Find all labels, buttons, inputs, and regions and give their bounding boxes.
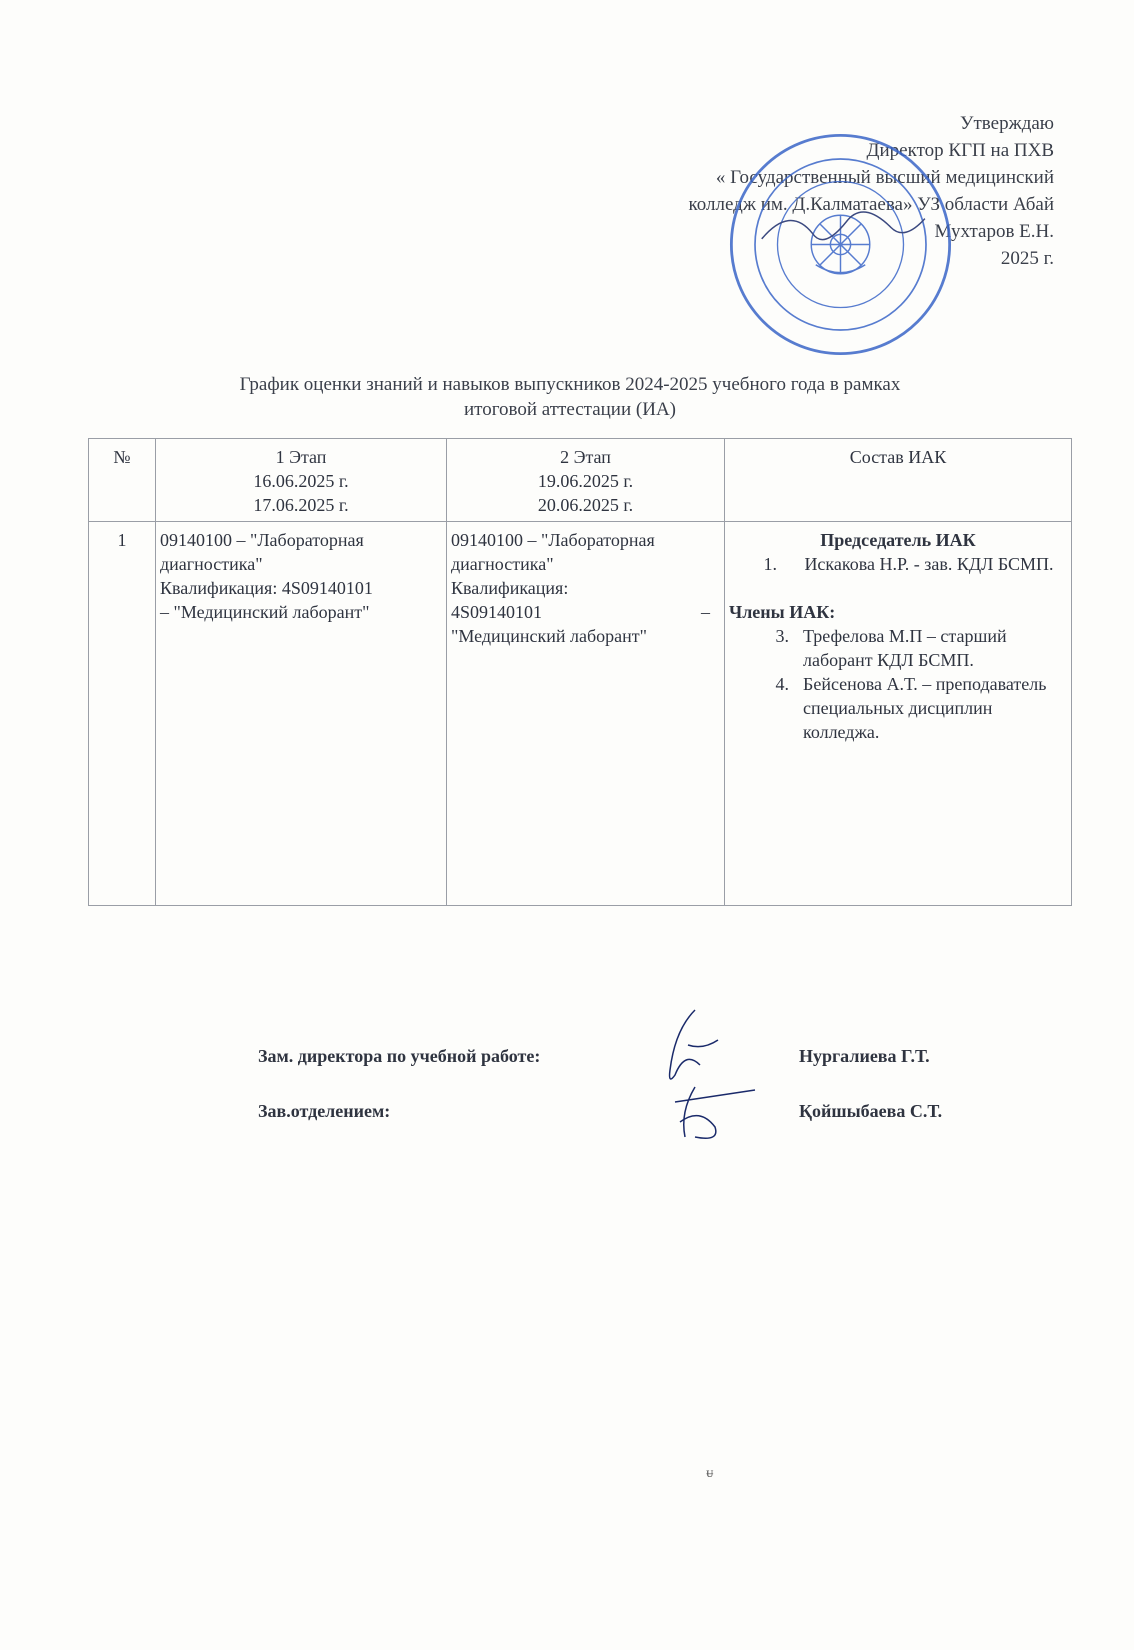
- title-line: График оценки знаний и навыков выпускников 2024-2025 учебного года в рамках: [239, 374, 901, 395]
- approval-line: Директор КГП на ПХВ: [866, 140, 1054, 161]
- chair-title: Председатель ИАК: [820, 530, 976, 550]
- header-commission: Состав ИАК: [725, 439, 1072, 522]
- cell-line: 09140100 – "Лабораторная: [451, 530, 655, 550]
- stage1-date: 17.06.2025 г.: [253, 495, 349, 515]
- footer-mark: ᵾ: [706, 1466, 714, 1481]
- member-item: [729, 624, 1067, 672]
- cell-line: диагностика": [451, 554, 554, 574]
- chair-item: [729, 552, 1067, 576]
- cell-line: – "Медицинский лаборант": [160, 602, 370, 622]
- member-num: 3.: [775, 626, 789, 646]
- cell-line: Квалификация: 4S09140101: [160, 578, 373, 598]
- cell-line: [451, 600, 720, 624]
- stage2-date: 19.06.2025 г.: [537, 471, 634, 491]
- stage1-date: 16.06.2025 г.: [253, 471, 349, 491]
- cell-line: "Медицинский лаборант": [451, 626, 648, 646]
- row-commission: [725, 522, 1072, 906]
- header-stage2: [447, 439, 725, 522]
- title-line: итоговой аттестации (ИА): [463, 399, 676, 420]
- head-name: Қойшыбаева С.Т.: [799, 1101, 943, 1121]
- stage2-label: 2 Этап: [560, 447, 611, 467]
- stage1-label: 1 Этап: [275, 447, 327, 467]
- deputy-title: Зам. директора по учебной работе:: [258, 1046, 541, 1066]
- cell-line: Квалификация:: [451, 578, 569, 598]
- members-title: Члены ИАК:: [729, 602, 836, 622]
- head-title: Зав.отделением:: [258, 1101, 391, 1121]
- member-item: [729, 672, 1067, 744]
- approval-line: Мухтаров Е.Н.: [934, 221, 1054, 242]
- official-stamp: [728, 132, 953, 357]
- row-stage1: [156, 522, 447, 906]
- cell-text: 4S09140101: [451, 602, 543, 622]
- table-header-row: [89, 439, 1072, 522]
- page-title: [180, 372, 960, 422]
- approval-line: колледж им. Д.Калматаева» УЗ области Абай: [688, 194, 1054, 215]
- header-num: №: [89, 439, 156, 522]
- deputy-name: Нургалиева Г.Т.: [799, 1046, 930, 1066]
- emblem-icon: [811, 215, 870, 274]
- chair-name: Искакова Н.Р. - зав. КДЛ БСМП.: [804, 554, 1054, 574]
- row-stage2: [447, 522, 725, 906]
- row-num: 1: [89, 522, 156, 906]
- cell-line: 09140100 – "Лабораторная: [160, 530, 364, 550]
- table-row: [89, 522, 1072, 906]
- stage2-date: 20.06.2025 г.: [537, 495, 634, 515]
- header-stage1: [156, 439, 447, 522]
- approval-line: 2025 г.: [1000, 248, 1054, 269]
- head-signature: [660, 1082, 760, 1152]
- schedule-table: [88, 438, 1072, 906]
- member-text: Трефелова М.П – старший лаборант КДЛ БСМП.: [803, 626, 1007, 670]
- approval-line: Утверждаю: [960, 113, 1054, 134]
- member-text: Бейсенова А.Т. – преподаватель специальных дисциплин колледжа.: [803, 674, 1047, 742]
- member-num: 4.: [775, 674, 789, 694]
- approval-line: « Государственный высший медицинский: [715, 167, 1054, 188]
- cell-line: диагностика": [160, 554, 263, 574]
- chair-item-num: 1.: [763, 554, 777, 574]
- cell-dash: –: [701, 602, 710, 622]
